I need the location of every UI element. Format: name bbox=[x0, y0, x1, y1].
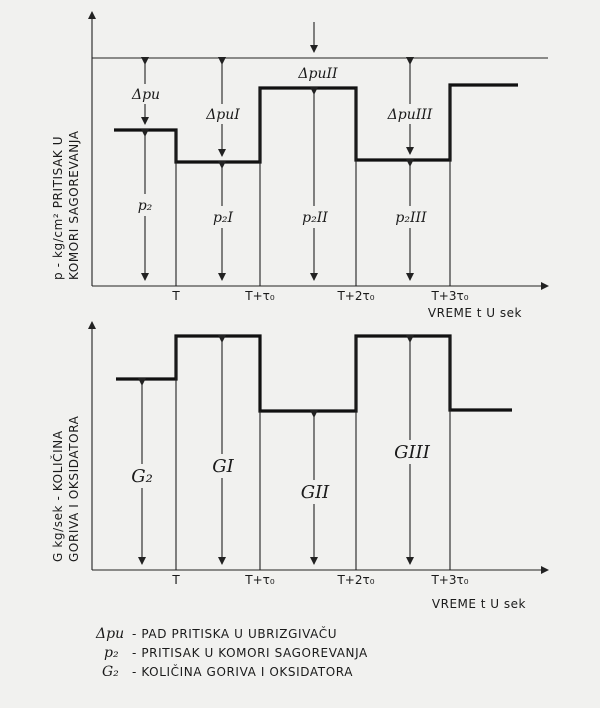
top-y-label-1: p - kg/cm² PRITISAK U bbox=[51, 135, 65, 280]
label-GIII: GIII bbox=[394, 442, 430, 463]
bottom-x-caption: VREME t U sek bbox=[431, 597, 526, 611]
top-chart bbox=[51, 12, 548, 320]
label-GI: GI bbox=[212, 456, 234, 477]
legend bbox=[95, 626, 368, 680]
label-G2: G₂ bbox=[131, 466, 153, 487]
top-step-curve bbox=[114, 85, 518, 162]
top-x-caption: VREME t U sek bbox=[427, 306, 522, 320]
bottom-chart bbox=[50, 322, 548, 611]
legend-text-dpu: - PAD PRITISKA U UBRIZGIVAČU bbox=[132, 627, 338, 641]
label-p2II: p₂II bbox=[302, 210, 328, 226]
label-p2I: p₂I bbox=[212, 210, 234, 226]
top-tick-T1: T+τ₀ bbox=[245, 289, 275, 303]
label-p2III: p₂III bbox=[395, 210, 427, 226]
legend-text-p2: - PRITISAK U KOMORI SAGOREVANJA bbox=[132, 646, 368, 660]
top-tick-T: T bbox=[172, 289, 180, 303]
bottom-tick-T2: T+2τ₀ bbox=[337, 573, 375, 587]
label-dp-u: Δpu bbox=[131, 87, 161, 103]
bottom-tick-T3: T+3τ₀ bbox=[431, 573, 469, 587]
label-dp-uIII: ΔpuIII bbox=[387, 107, 433, 123]
top-tick-T2: T+2τ₀ bbox=[337, 289, 375, 303]
bottom-step-curve bbox=[116, 336, 512, 411]
top-tick-T3: T+3τ₀ bbox=[431, 289, 469, 303]
legend-text-G2: - KOLIČINA GORIVA I OKSIDATORA bbox=[132, 665, 353, 679]
bottom-tick-T: T bbox=[172, 573, 180, 587]
bottom-y-label-1: G kg/sek - KOLIČINA bbox=[51, 430, 65, 562]
bottom-y-label-2: GORIVA I OKSIDATORA bbox=[67, 415, 81, 562]
top-y-label-2: KOMORI SAGOREVANJA bbox=[67, 130, 81, 280]
legend-symbol-dpu: Δpu bbox=[96, 626, 125, 642]
label-GII: GII bbox=[300, 482, 330, 503]
legend-symbol-p2: p₂ bbox=[104, 645, 119, 661]
legend-symbol-G2: G₂ bbox=[102, 664, 119, 680]
label-dp-uI: ΔpuI bbox=[206, 107, 240, 123]
label-p2: p₂ bbox=[137, 198, 153, 214]
bottom-tick-T1: T+τ₀ bbox=[245, 573, 275, 587]
label-dp-uII: ΔpuII bbox=[298, 66, 338, 82]
